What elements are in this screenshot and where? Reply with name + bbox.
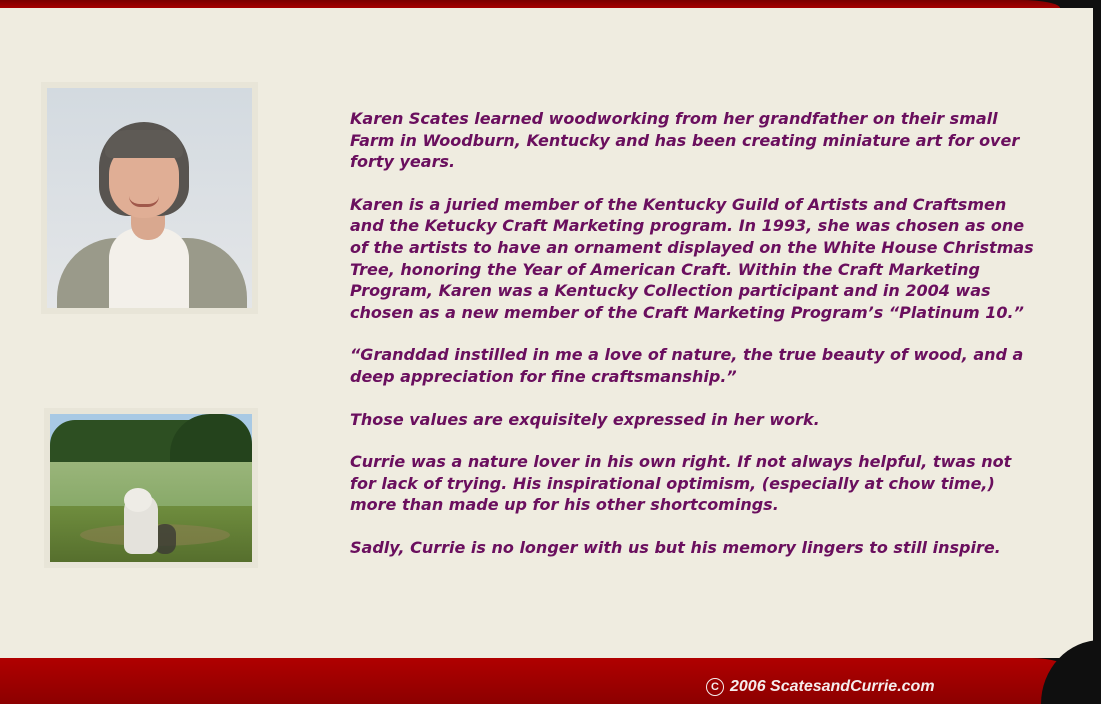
bio-quote: “Granddad instilled in me a love of nature, the true beauty of wood, and a deep appreciation for fine craftsmanship.” <box>350 345 1024 386</box>
bio-paragraph-2: Karen is a juried member of the Kentucky Guild of Artists and Craftsmen and the Ketucky Craft Marketing program. In 1993, she was chosen as one of the artists to have an ornament displayed on the White House Christmas Tree, honoring the Year of American Craft. Within the Craft Marketing Program, Karen was a Kentucky Collection participant and in 2004 was chosen as a new member of the Craft Marketing Program’s “Platinum 10.” <box>350 194 1034 322</box>
dog-photo-dog-head <box>124 488 152 512</box>
portrait-bangs <box>105 130 183 158</box>
portrait-photo <box>47 88 252 308</box>
top-bar <box>0 0 1060 8</box>
dog-photo <box>50 414 252 562</box>
bio-paragraph-3: Those values are exquisitely expressed in her work. <box>350 409 820 429</box>
bio-paragraph-4: Currie was a nature lover in his own right. If not always helpful, twas not for lack of trying. His inspirational optimism, (especially at chow time,) more than made up for his other shortcomings. <box>350 452 1012 515</box>
bio-paragraph-1: Karen Scates learned woodworking from her grandfather on their small Farm in Woodburn, Kentucky and has been creating miniature art for over forty years. <box>350 109 1020 172</box>
copyright-notice <box>706 678 935 696</box>
bio-text <box>350 108 1040 580</box>
portrait-shirt <box>109 228 189 308</box>
footer-bar <box>0 658 1101 704</box>
copyright-icon: C <box>706 678 724 696</box>
copyright-text: 2006 ScatesandCurrie.com <box>730 678 935 695</box>
bio-paragraph-5: Sadly, Currie is no longer with us but his memory lingers to still inspire. <box>350 537 1001 557</box>
